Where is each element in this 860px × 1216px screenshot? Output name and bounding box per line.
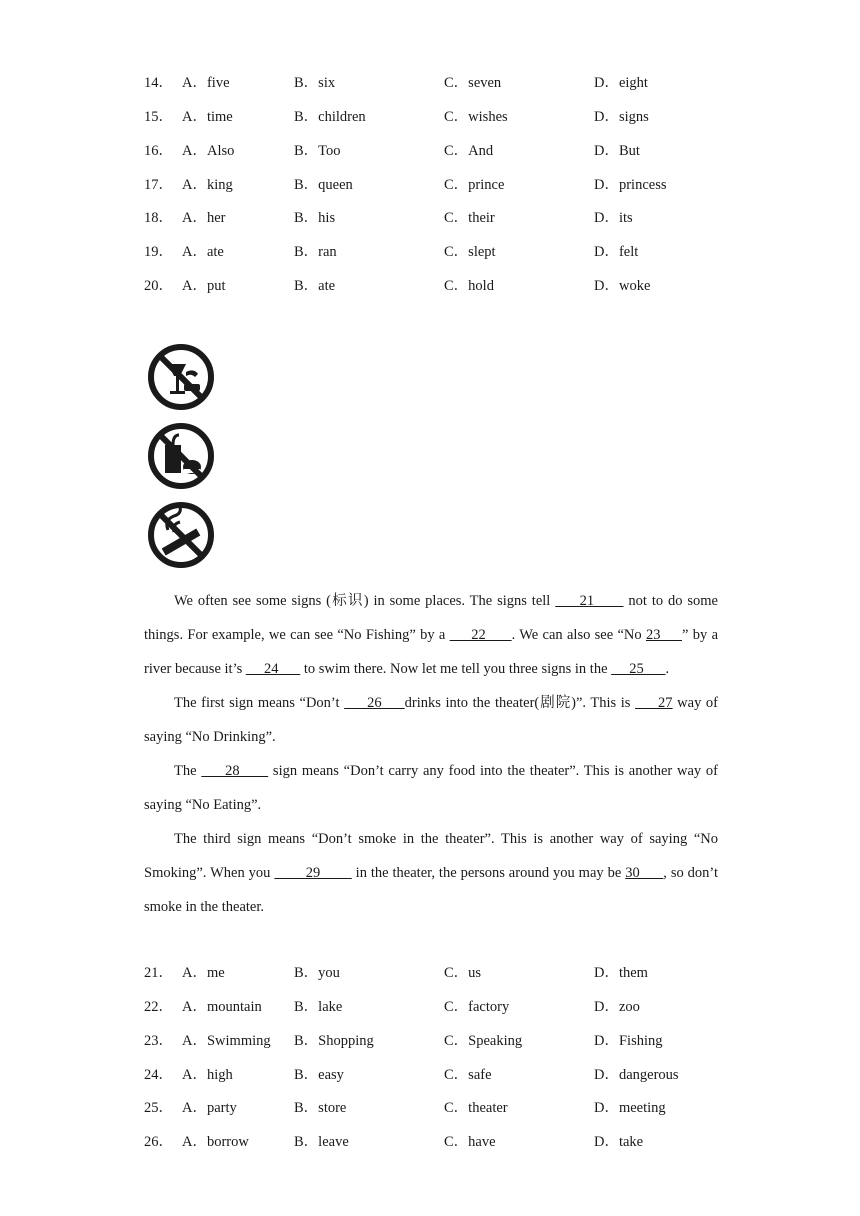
question-number: 15． — [144, 109, 173, 125]
question-row-25 — [144, 1097, 744, 1119]
blank-27: 27 — [635, 695, 673, 711]
option-d: D．princess — [594, 177, 667, 193]
option-d: D．But — [594, 143, 640, 159]
option-d: D．meeting — [594, 1100, 666, 1116]
passage-paragraph-4 — [144, 822, 718, 924]
option-b: B．leave — [294, 1134, 349, 1150]
option-d: D．them — [594, 965, 648, 981]
passage-text: . — [665, 661, 670, 677]
no-eating-sign-icon — [146, 421, 216, 491]
question-number: 21． — [144, 965, 173, 981]
blank-29: 29 — [274, 865, 352, 881]
passage-text: to swim there. Now let me tell you three signs in the — [300, 661, 612, 677]
question-number: 17． — [144, 177, 173, 193]
option-c: C．prince — [444, 177, 505, 193]
passage-text: ” by a river because it’s — [144, 627, 719, 677]
option-c: C．And — [444, 143, 494, 159]
question-row-17 — [144, 174, 744, 196]
option-b: B．easy — [294, 1067, 344, 1083]
option-b: B．children — [294, 109, 366, 125]
passage-text: , so don’t smoke in the theater. — [144, 865, 719, 915]
option-b: B．Shopping — [294, 1033, 374, 1049]
option-b: B．Too — [294, 143, 341, 159]
question-row-26 — [144, 1131, 744, 1153]
blank-22: 22 — [449, 627, 512, 643]
no-smoking-sign-icon — [146, 500, 216, 570]
option-d: D．felt — [594, 244, 639, 260]
option-c: C．have — [444, 1134, 496, 1150]
passage-text: sign means “Don’t carry any food into the theater”. This is another way of saying “No Eating”. — [144, 763, 718, 813]
option-c: C．wishes — [444, 109, 508, 125]
passage-text: way of saying “No Drinking”. — [144, 695, 719, 745]
option-a: A．put — [182, 278, 226, 294]
option-b: B．you — [294, 965, 340, 981]
passage-text: We often see some signs (标识) in some places. The signs tell — [174, 593, 556, 609]
option-d: D．signs — [594, 109, 649, 125]
passage-text: not to do some things. For example, we can see “No Fishing” by a — [144, 593, 718, 643]
passage-text: The third sign means “Don’t smoke in the theater”. This is another way of saying “No Smoking”. When you — [144, 831, 718, 881]
passage-text: in the theater, the persons around you may be — [351, 865, 626, 881]
option-c: C．safe — [444, 1067, 492, 1083]
option-a: A．Also — [182, 143, 235, 159]
blank-23: 23 — [645, 627, 683, 643]
blank-21: 21 — [555, 593, 624, 609]
option-a: A．Swimming — [182, 1033, 271, 1049]
question-number: 26． — [144, 1134, 173, 1150]
option-a: A．mountain — [182, 999, 262, 1015]
option-b: B．ran — [294, 244, 337, 260]
passage-paragraph-3 — [144, 754, 718, 822]
option-d: D．zoo — [594, 999, 640, 1015]
option-a: A．her — [182, 210, 226, 226]
blank-24: 24 — [245, 661, 301, 677]
question-number: 24． — [144, 1067, 173, 1083]
passage-text: . We can also see “No — [511, 627, 646, 643]
option-d: D．its — [594, 210, 633, 226]
passage-text: The first sign means “Don’t — [174, 695, 345, 711]
option-a: A．high — [182, 1067, 233, 1083]
question-number: 25． — [144, 1100, 173, 1116]
question-row-18 — [144, 207, 744, 229]
option-d: D．eight — [594, 75, 648, 91]
option-b: B．ate — [294, 278, 336, 294]
option-d: D．woke — [594, 278, 651, 294]
option-b: B．lake — [294, 999, 343, 1015]
question-row-15 — [144, 106, 744, 128]
question-number: 23． — [144, 1033, 173, 1049]
no-drinking-sign-icon — [146, 342, 216, 412]
question-number: 19． — [144, 244, 173, 260]
option-a: A．me — [182, 965, 225, 981]
blank-28: 28 — [201, 763, 269, 779]
question-row-19 — [144, 241, 744, 263]
option-a: A．party — [182, 1100, 237, 1116]
option-c: C．slept — [444, 244, 496, 260]
option-c: C．us — [444, 965, 482, 981]
option-b: B．store — [294, 1100, 347, 1116]
option-a: A．borrow — [182, 1134, 249, 1150]
blank-30: 30 — [625, 865, 664, 881]
option-a: A．five — [182, 75, 230, 91]
blank-26: 26 — [344, 695, 405, 711]
option-d: D．take — [594, 1134, 644, 1150]
question-number: 16． — [144, 143, 173, 159]
passage-text: The — [174, 763, 202, 779]
option-c: C．factory — [444, 999, 510, 1015]
option-b: B．six — [294, 75, 336, 91]
option-a: A．time — [182, 109, 233, 125]
option-c: C．hold — [444, 278, 494, 294]
option-b: B．his — [294, 210, 336, 226]
question-row-21 — [144, 962, 744, 984]
question-number: 18． — [144, 210, 173, 226]
signs-column — [146, 342, 218, 579]
passage-text: drinks into the theater(剧院)”. This is — [404, 695, 636, 711]
option-c: C．Speaking — [444, 1033, 523, 1049]
question-number: 22． — [144, 999, 173, 1015]
question-row-23 — [144, 1030, 744, 1052]
option-d: D．dangerous — [594, 1067, 679, 1083]
question-row-22 — [144, 996, 744, 1018]
question-row-14 — [144, 72, 744, 94]
option-c: C．their — [444, 210, 495, 226]
reading-passage — [144, 584, 718, 924]
option-a: A．king — [182, 177, 233, 193]
question-number: 14． — [144, 75, 173, 91]
blank-25: 25 — [611, 661, 666, 677]
question-row-24 — [144, 1064, 744, 1086]
option-d: D．Fishing — [594, 1033, 663, 1049]
option-b: B．queen — [294, 177, 353, 193]
question-row-20 — [144, 275, 744, 297]
passage-paragraph-1 — [144, 584, 718, 686]
option-a: A．ate — [182, 244, 224, 260]
option-c: C．theater — [444, 1100, 508, 1116]
option-c: C．seven — [444, 75, 502, 91]
passage-paragraph-2 — [144, 686, 718, 754]
question-number: 20． — [144, 278, 173, 294]
question-row-16 — [144, 140, 744, 162]
